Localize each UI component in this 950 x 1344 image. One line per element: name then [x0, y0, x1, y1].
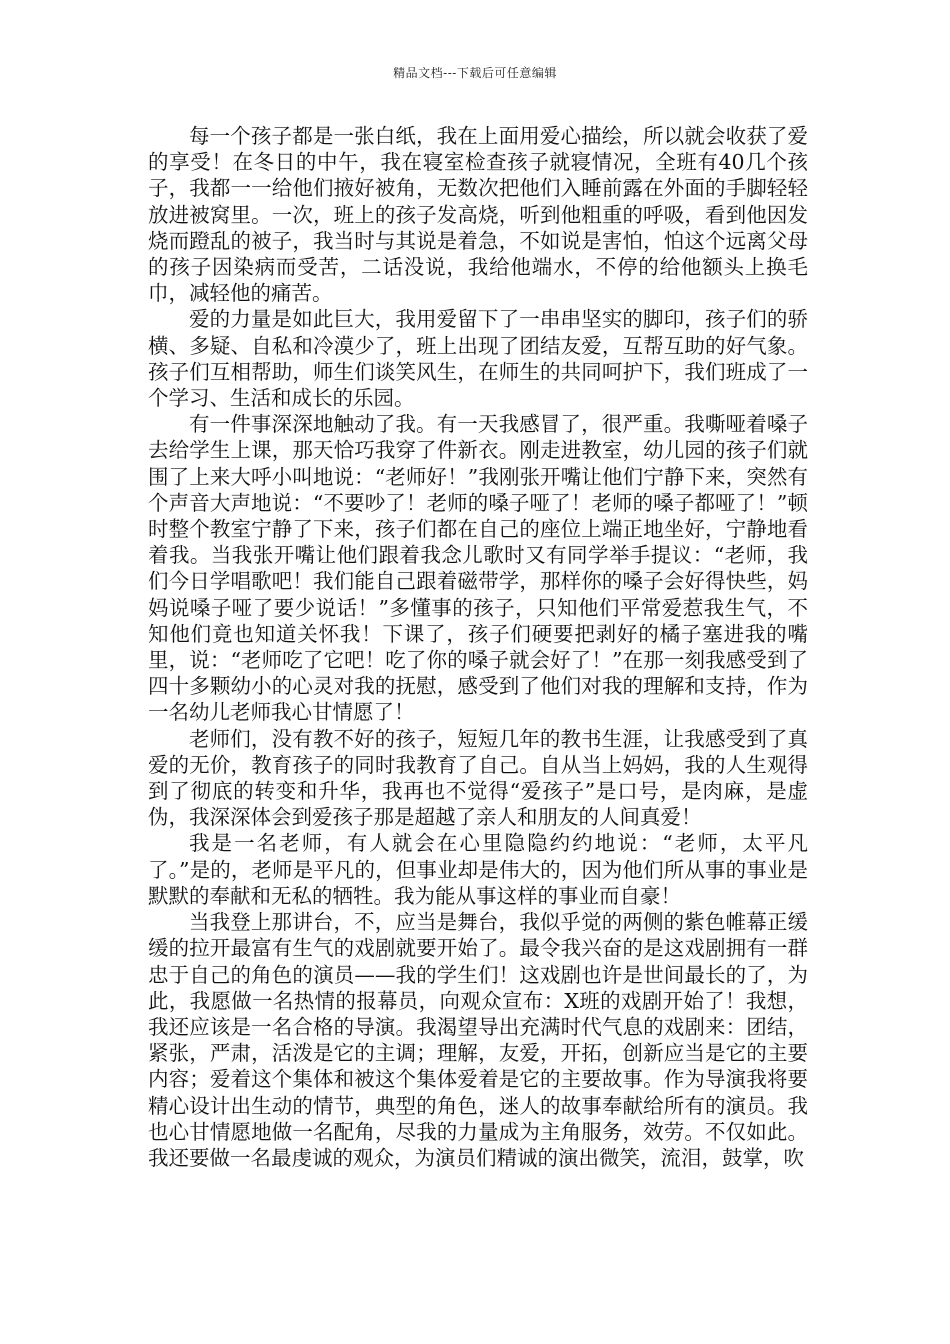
paragraph: 老师们，没有教不好的孩子，短短几年的教书生涯，让我感受到了真爱的无价，教育孩子的同时我教育了自己。自从当上妈妈，我的人生观得到了彻底的转变和升华，我再也不觉得“爱孩子”是口号，是肉麻，是虚伪，我深深体会到爱孩子那是超越了亲人和朋友的人间真爱！ [148, 726, 808, 830]
paragraph: 我是一名老师，有人就会在心里隐隐约约地说：“老师，太平凡了。”是的，老师是平凡的，但事业却是伟大的，因为他们所从事的事业是默默的奉献和无私的牺牲。我为能从事这样的事业而自豪！ [148, 831, 808, 908]
paragraph: 有一件事深深地触动了我。有一天我感冒了，很严重。我嘶哑着嗓子去给学生上课，那天恰巧我穿了件新衣。刚走进教室，幼儿园的孩子们就围了上来大呼小叫地说：“老师好！”我刚张开嘴让他们宁静下来，突然有个声音大声地说：“不要吵了！老师的嗓子哑了！老师的嗓子都哑了！”顿时整个教室宁静了下来，孩子们都在自己的座位上端正地坐好，宁静地看着我。当我张开嘴让他们跟着我念儿歌时又有同学举手提议：“老师，我们今日学唱歌吧！我们能自己跟着磁带学，那样你的嗓子会好得快些，妈妈说嗓子哑了要少说话！”多懂事的孩子，只知他们平常爱惹我生气，不知他们竟也知道关怀我！下课了，孩子们硬要把剥好的橘子塞进我的嘴里，说：“老师吃了它吧！吃了你的嗓子就会好了！”在那一刻我感受到了四十多颗幼小的心灵对我的抚慰，感受到了他们对我的理解和支持，作为一名幼儿老师我心甘情愿了！ [148, 412, 808, 725]
page-header: 精品文档---下载后可任意编辑 [393, 66, 557, 80]
paragraph: 当我登上那讲台，不，应当是舞台，我似乎觉的两侧的紫色帷幕正缓缓的拉开最富有生气的戏剧就要开始了。最令我兴奋的是这戏剧拥有一群忠于自己的角色的演员——我的学生们！这戏剧也许是世间最长的了，为此，我愿做一名热情的报幕员，向观众宣布：X班的戏剧开始了！我想，我还应该是一名合格的导演。我渴望导出充满时代气息的戏剧来：团结，紧张，严肃，活泼是它的主调；理解，友爱，开拓，创新应当是它的主要内容；爱着这个集体和被这个集体爱着是它的主要故事。作为导演我将要精心设计出生动的情节，典型的角色，迷人的故事奉献给所有的演员。我也心甘情愿地做一名配角，尽我的力量成为主角服务，效劳。不仅如此。我还要做一名最虔诚的观众，为演员们精诚的演出微笑，流泪，鼓掌，吹 [148, 910, 808, 1170]
paragraph: 爱的力量是如此巨大，我用爱留下了一串串坚实的脚印，孩子们的骄横、多疑、自私和冷漠少了，班上出现了团结友爱，互帮互助的好气象。孩子们互相帮助，师生们谈笑风生，在师生的共同呵护下，我们班成了一个学习、生活和成长的乐园。 [148, 307, 808, 411]
paragraph: 每一个孩子都是一张白纸，我在上面用爱心描绘，所以就会收获了爱的享受！在冬日的中午，我在寝室检查孩子就寝情况，全班有40几个孩子，我都一一给他们掖好被角，无数次把他们入睡前露在外面的手脚轻轻放进被窝里。一次，班上的孩子发高烧，听到他粗重的呼吸，看到他因发烧而蹬乱的被子，我当时与其说是着急，不如说是害怕，怕这个远离父母的孩子因染病而受苦，二话没说，我给他端水，不停的给他额头上换毛巾，减轻他的痛苦。 [148, 124, 808, 306]
document-body [148, 123, 808, 1171]
